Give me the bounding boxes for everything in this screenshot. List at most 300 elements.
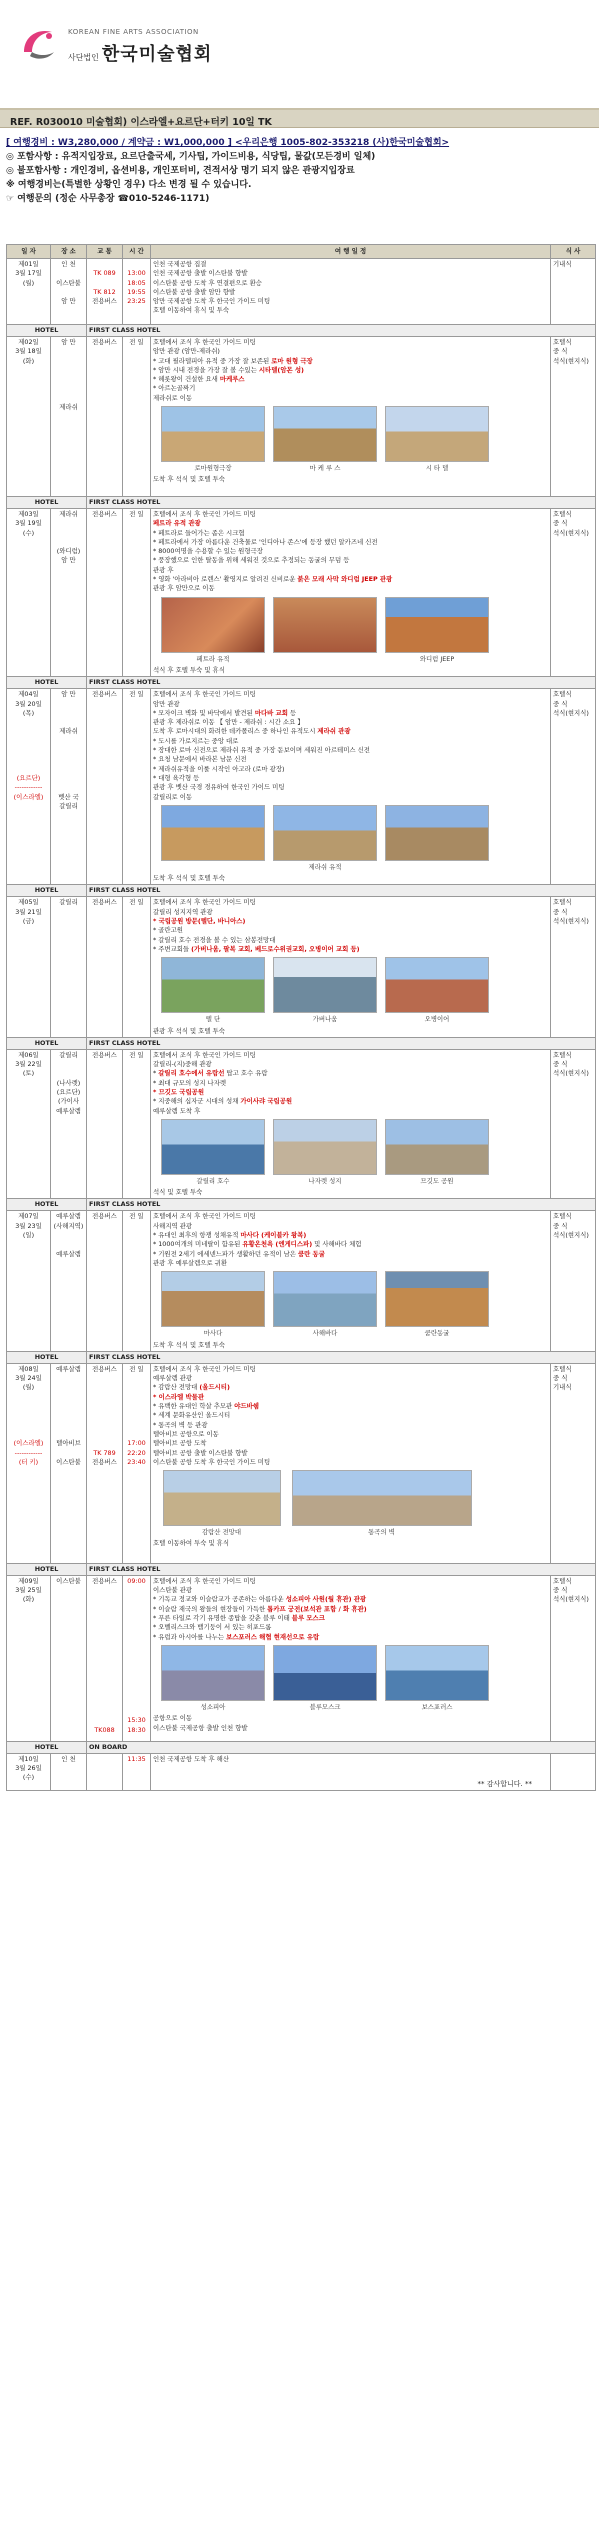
photo-caption: 가버나움 — [312, 1015, 338, 1024]
day-time-line: 13:00 — [127, 269, 146, 278]
day-transport-line — [89, 1688, 120, 1697]
schedule-highlight: 갈릴리 호수에서 유람선 — [158, 1069, 225, 1078]
day-time-line — [125, 1688, 148, 1697]
day-date-line — [9, 746, 48, 755]
hotel-name: FIRST CLASS HOTEL — [87, 885, 596, 897]
schedule-text: 호텔 이동하여 휴식 및 투숙 — [153, 306, 230, 315]
schedule-highlight: 시타델(암몬 성) — [258, 365, 304, 374]
day-time-line — [125, 1642, 148, 1651]
day-date-line: (터 키) — [18, 1457, 39, 1466]
meal-line: 호텔식 — [553, 510, 572, 518]
photo-caption: 갈릴리 호수 — [196, 1176, 230, 1185]
schedule-line — [153, 746, 548, 755]
day-transport-line — [89, 1374, 120, 1383]
day-date — [7, 689, 51, 885]
schedule-text: 호텔에서 조식 후 한국인 가이드 미팅 — [153, 1576, 256, 1585]
photo — [385, 1271, 489, 1338]
hotel-name: ON BOARD — [87, 1741, 596, 1753]
photo-image — [161, 1119, 265, 1175]
schedule-line — [153, 765, 548, 774]
day-date-line: (수) — [22, 528, 35, 537]
day-time-line: 11:35 — [127, 1754, 146, 1763]
day-place-line — [53, 1402, 84, 1411]
schedule-text: 텔아비브 공항으로 이동 — [153, 1429, 219, 1438]
photo-caption: 와디럼 JEEP — [419, 654, 455, 663]
day-time-line: 22:20 — [127, 1448, 146, 1457]
header-place: 장 소 — [51, 245, 87, 259]
meal-line: 중 식 — [553, 699, 568, 708]
photo-caption — [161, 863, 265, 872]
meal-line: 석식(현지식) — [553, 708, 589, 717]
day-date-line: (일) — [22, 1231, 35, 1240]
schedule-text: 갈릴리 성지지역 관광 — [153, 907, 213, 916]
day-time-line — [125, 1670, 148, 1679]
day-date-line: (월) — [22, 1383, 35, 1392]
photo-image — [273, 1119, 377, 1175]
schedule-line: 도착 후 석식 및 호텔 투숙 — [153, 1340, 225, 1349]
photo-caption: 성소피아 — [200, 1702, 226, 1711]
schedule-text: 관광 후 예루살렘으로 귀환 — [153, 1258, 228, 1267]
day-date-line: 3월 18일 — [15, 347, 42, 356]
day-time — [123, 897, 151, 1037]
day-time-line — [125, 1707, 148, 1716]
day-place-line — [53, 366, 84, 375]
day-place-line — [53, 1411, 84, 1420]
day-date-line — [9, 1421, 48, 1430]
schedule-text: 텔아비브 공항 도착 — [153, 1439, 207, 1448]
hotel-label: HOTEL — [7, 1199, 87, 1211]
schedule-text: 이스탄불 공항 도착 후 연결편으로 환승 — [153, 278, 262, 287]
hotel-name: FIRST CLASS HOTEL — [87, 325, 596, 337]
day-place-line: 암 만 — [61, 556, 76, 565]
hotel-row — [7, 1037, 596, 1049]
schedule-text: * 유대인 최후의 항쟁 성채유적 — [153, 1231, 241, 1240]
schedule-text: 인천 국제공항 도착 후 해산 — [153, 1754, 230, 1763]
day-transport-line — [89, 1642, 120, 1651]
day-date-line: 3월 24일 — [15, 1374, 42, 1383]
itinerary-table — [6, 244, 596, 1791]
schedule-text: * 고대 필라델피아 유적 중 가장 잘 보존된 — [153, 356, 272, 365]
day-date — [7, 1753, 51, 1791]
photo-caption: 제라쉬 유적 — [308, 862, 342, 871]
day-transport-line — [89, 1679, 120, 1688]
meal-line: 중 식 — [553, 1060, 568, 1069]
photo — [385, 1119, 489, 1186]
schedule-line — [153, 1069, 548, 1078]
schedule-text: * 지중해의 십자군 시대의 성채 — [153, 1097, 241, 1106]
day-transport-line — [89, 1383, 120, 1392]
photo — [385, 597, 489, 664]
schedule-line — [153, 1605, 548, 1614]
day-place-line: (나사렛) — [56, 1078, 81, 1087]
schedule-line — [153, 1595, 548, 1604]
day-place-line: (와디럼) — [56, 547, 81, 556]
day-place-line: 제라쉬 — [59, 510, 78, 518]
schedule-text: * 장대한 로마 신전으로 제라쉬 유적 중 가장 돋보이며 세워진 아르테미스 신전 — [153, 746, 370, 755]
schedule-text: 이스탄불 관광 — [153, 1586, 193, 1595]
day-transport-line: 전용버스 — [92, 690, 117, 699]
photo-image — [385, 1645, 489, 1701]
photo-caption: 나자렛 성지 — [308, 1176, 342, 1185]
hotel-row — [7, 497, 596, 509]
schedule-text: 호텔에서 조식 후 한국인 가이드 미팅 — [153, 1364, 256, 1373]
schedule-line — [153, 1449, 548, 1458]
header-meal: 식 사 — [551, 245, 596, 259]
photo — [385, 1645, 489, 1712]
day-row — [7, 509, 596, 677]
schedule-text: * 8000여명을 수용할 수 있는 원형극장 — [153, 547, 263, 556]
reference-title: REF. R030010 미술협회) 이스라엘+요르단+터키 10일 TK — [10, 117, 272, 128]
day-transport-line — [89, 1614, 120, 1623]
day-date — [7, 1049, 51, 1199]
day-date-line: (월) — [22, 278, 35, 287]
day-place-line: 텔아비브 — [56, 1439, 81, 1448]
hotel-label: HOTEL — [7, 1351, 87, 1363]
schedule-line — [153, 1259, 548, 1268]
day-time-line — [125, 1430, 148, 1439]
day-date-line — [9, 737, 48, 746]
schedule-text: * 요청 남문에서 바라본 남문 신전 — [153, 755, 247, 764]
day-date-line: 제06일 — [18, 1050, 39, 1059]
closing-thanks: ** 감사합니다. ** — [477, 1780, 532, 1789]
day-date-line: 3월 19일 — [15, 519, 42, 528]
day-transport — [87, 1575, 123, 1741]
day-meals — [551, 1575, 596, 1741]
schedule-line — [153, 375, 548, 384]
schedule-highlight: 보스포러스 해협 현재선으로 유람 — [226, 1632, 320, 1641]
day-transport-line: 전용버스 — [92, 1364, 117, 1373]
day-transport — [87, 897, 123, 1037]
schedule-text: * — [153, 1069, 159, 1078]
day-time — [123, 1575, 151, 1741]
day-row — [7, 689, 596, 885]
day-transport-line: TK 812 — [93, 287, 116, 296]
photo-caption: 쿰란동굴 — [424, 1329, 450, 1338]
schedule-text: * 오벨리스크와 뱀기둥이 서 있는 히포드롬 — [153, 1623, 272, 1632]
schedule-line — [153, 1240, 548, 1249]
meal-line: 호텔식 — [553, 1364, 572, 1373]
schedule-highlight: 톱카프 궁전(보석관 포함 / 화 휴관) — [267, 1604, 367, 1613]
day-place-line: 암 만 — [61, 338, 76, 346]
schedule-line: 이스탄불 국제공항 출발 인천 향발 — [153, 1723, 248, 1732]
association-type: 사단법인 — [68, 53, 99, 62]
day-time-line: 전 일 — [129, 1212, 144, 1221]
photo — [161, 597, 265, 664]
day-place-line — [53, 1383, 84, 1392]
photo-image — [273, 957, 377, 1013]
schedule-highlight: * 이스라엘 박물관 — [153, 1392, 205, 1401]
schedule-line — [153, 1614, 548, 1623]
excluded-items: ◎ 불포함사항 : 개인경비, 옵션비용, 개인포터비, 견적서상 명기 되지 않은 관광지입장료 — [6, 166, 355, 176]
day-transport-line: TK 089 — [93, 269, 116, 278]
schedule-text: * 유럽과 아시아를 나누는 — [153, 1632, 227, 1641]
photo-caption: 사해바다 — [312, 1329, 338, 1338]
day-time-line — [125, 260, 148, 269]
day-schedule — [151, 259, 551, 325]
schedule-text: * 감람산 전망대 — [153, 1383, 200, 1392]
day-time-line — [125, 1393, 148, 1402]
hotel-label: HOTEL — [7, 325, 87, 337]
photo-strip — [157, 1645, 493, 1712]
photo-image — [163, 1470, 281, 1526]
schedule-line — [153, 260, 548, 269]
hotel-row — [7, 1199, 596, 1211]
schedule-line — [153, 1430, 548, 1439]
photo — [273, 1271, 377, 1338]
schedule-line — [153, 1107, 548, 1116]
hotel-label: HOTEL — [7, 497, 87, 509]
day-row — [7, 1049, 596, 1199]
header-time: 시 간 — [123, 245, 151, 259]
meal-line: 호텔식 — [553, 1050, 572, 1059]
photo-image — [273, 1271, 377, 1327]
day-date-line: 제03일 — [18, 510, 39, 518]
day-transport-line: 전용버스 — [92, 510, 117, 518]
schedule-line — [153, 1458, 548, 1467]
day-place-line: 인 천 — [61, 260, 76, 268]
meal-line: 중 식 — [553, 1221, 568, 1230]
day-place-line — [53, 347, 84, 356]
day-schedule — [151, 337, 551, 497]
photo-strip — [157, 406, 493, 473]
contact-info: ☞ 여행문의 (정순 사무총장 ☎010-5246-1171) — [6, 194, 210, 204]
hotel-name: FIRST CLASS HOTEL — [87, 1037, 596, 1049]
schedule-text: 암만 관광 (암만-제라쉬) — [153, 347, 220, 356]
day-time — [123, 337, 151, 497]
photo — [273, 1119, 377, 1186]
photo — [385, 805, 489, 872]
day-meals — [551, 1363, 596, 1563]
schedule-line — [153, 566, 548, 575]
day-place-line: 벳산 국 — [58, 792, 79, 801]
day-date-line — [9, 1411, 48, 1420]
day-place-line: 갈릴리 — [59, 1050, 78, 1059]
hotel-row — [7, 1741, 596, 1753]
day-time — [123, 1211, 151, 1351]
photo-strip — [157, 805, 493, 872]
day-row — [7, 1211, 596, 1351]
day-date-line — [9, 718, 48, 727]
schedule-text: 이스탄불 공항 도착 후 한국인 가이드 미팅 — [153, 1457, 271, 1466]
schedule-line — [153, 538, 548, 547]
day-place — [51, 897, 87, 1037]
day-transport-line — [89, 1755, 120, 1764]
day-place-line — [53, 375, 84, 384]
photo — [273, 805, 377, 872]
association-logo — [10, 14, 310, 74]
hotel-label: HOTEL — [7, 1563, 87, 1575]
photo — [273, 1645, 377, 1712]
meal-line: 석식(현지식) — [553, 528, 589, 537]
meal-line: 호텔식 — [553, 338, 572, 346]
day-place — [51, 509, 87, 677]
schedule-line — [153, 1411, 548, 1420]
schedule-text: * 아르논골짜기 — [153, 384, 196, 393]
day-transport — [87, 1049, 123, 1199]
meal-line: 석식(현지식) — [553, 917, 589, 926]
schedule-line — [153, 1439, 548, 1448]
day-transport-line — [89, 1623, 120, 1632]
day-row — [7, 337, 596, 497]
schedule-line — [153, 1060, 548, 1069]
day-place-line — [53, 783, 84, 792]
day-date-line: 3월 23일 — [15, 1221, 42, 1230]
photo-image — [161, 597, 265, 653]
price-notice: ※ 여행경비는(특별한 상황인 경우) 다소 변경 될 수 있습니다. — [6, 180, 252, 190]
schedule-line — [153, 936, 548, 945]
day-time-line — [125, 1374, 148, 1383]
meal-line: 호텔식 — [553, 690, 572, 699]
day-row — [7, 1753, 596, 1791]
day-date-line: (화) — [22, 356, 35, 365]
trip-price: [ 여행경비 : W3,280,000 / 계약금 : W1,000,000 ] <우리은행 1005-802-353218 (사)한국미술협회> — [6, 138, 450, 148]
day-place-line: (사해지역) — [53, 1221, 84, 1230]
reference-bar — [0, 108, 599, 128]
day-time-line: 19:55 — [127, 287, 146, 296]
day-time-line: 전 일 — [129, 898, 144, 907]
day-place-line: 제라쉬 — [59, 727, 78, 736]
day-time — [123, 1049, 151, 1199]
hotel-name: FIRST CLASS HOTEL — [87, 1199, 596, 1211]
day-transport-line: TK 789 — [93, 1448, 116, 1457]
day-time-line — [125, 1651, 148, 1660]
photo-caption: 마사다 — [203, 1329, 223, 1338]
day-time-line — [125, 1595, 148, 1604]
day-date-line: ------------ — [14, 1448, 43, 1457]
hotel-name: FIRST CLASS HOTEL — [87, 677, 596, 689]
association-name-kr — [68, 40, 212, 66]
schedule-text: 호텔에서 조식 후 한국인 가이드 미팅 — [153, 1050, 256, 1059]
photo — [385, 406, 489, 473]
day-place-line — [53, 709, 84, 718]
schedule-line — [153, 793, 548, 802]
schedule-line: 도착 후 석식 및 호텔 투숙 — [153, 874, 225, 883]
photo-caption: 페트라 유적 — [196, 654, 230, 663]
schedule-text: 호텔에서 조식 후 한국인 가이드 미팅 — [153, 510, 256, 518]
day-time — [123, 259, 151, 325]
day-transport-line — [89, 1651, 120, 1660]
schedule-text: 및 사해바다 체험 — [312, 1240, 362, 1249]
schedule-line — [153, 1365, 548, 1374]
photo-image — [292, 1470, 472, 1526]
schedule-line: 관광 후 석식 및 호텔 투숙 — [153, 1026, 225, 1035]
schedule-line — [153, 898, 548, 907]
photo-image — [161, 406, 265, 462]
photo-image — [161, 957, 265, 1013]
schedule-line — [153, 347, 548, 356]
hotel-label: HOTEL — [7, 1037, 87, 1049]
schedule-text: 이스탄불 공항 출발 암만 향발 — [153, 287, 236, 296]
day-time-line — [125, 1698, 148, 1707]
day-place-line: 제라쉬 — [59, 403, 78, 412]
schedule-line — [153, 575, 548, 584]
photo-caption: 보스포러스 — [421, 1702, 453, 1711]
day-row — [7, 897, 596, 1037]
photo — [273, 406, 377, 473]
meal-line: 기내식 — [553, 1383, 572, 1392]
day-time-line: 전 일 — [129, 510, 144, 518]
schedule-line — [153, 510, 548, 519]
schedule-line — [153, 357, 548, 366]
day-time-line — [125, 1421, 148, 1430]
day-place-line — [53, 384, 84, 393]
day-date-line: 3월 26일 — [15, 1764, 42, 1773]
day-place-line — [53, 538, 84, 547]
day-transport-line — [89, 260, 120, 269]
photo-caption: 텔 단 — [205, 1015, 221, 1024]
day-place-line — [53, 700, 84, 709]
schedule-text: * 이슬람 재국의 왕들의 현장들이 가득한 — [153, 1604, 268, 1613]
schedule-text: 예루살렘 도착 후 — [153, 1106, 201, 1115]
day-date-line: 제08일 — [18, 1364, 39, 1373]
day-date — [7, 1363, 51, 1563]
schedule-line — [153, 1393, 548, 1402]
day-transport — [87, 337, 123, 497]
day-transport-line: 전용버스 — [92, 1457, 117, 1466]
photo-image — [273, 805, 377, 861]
schedule-text: 사해지역 관광 — [153, 1221, 193, 1230]
day-time-line: 23:40 — [127, 1457, 146, 1466]
schedule-line — [153, 917, 548, 926]
day-date-line: ------------ — [14, 783, 43, 792]
day-place — [51, 1211, 87, 1351]
schedule-text: 탑고 호수 유람 — [224, 1069, 268, 1078]
day-place-line: (가이사 — [57, 1097, 79, 1106]
day-date-line: (이스라엘) — [13, 792, 44, 801]
day-place-line: 갈릴리 — [59, 801, 78, 810]
meal-line: 중 식 — [553, 347, 568, 356]
day-time — [123, 689, 151, 885]
schedule-text: * 최대 규모의 성지 나자렛 — [153, 1078, 227, 1087]
header-date: 일 자 — [7, 245, 51, 259]
photo — [273, 597, 377, 664]
schedule-text: * 제라쉬유적을 이룰 시작인 아고라 (로마 광장) — [153, 764, 285, 773]
day-place-line — [53, 737, 84, 746]
day-transport-line — [89, 1393, 120, 1402]
day-transport-line: 전용버스 — [92, 338, 117, 346]
day-date-line: 3월 20일 — [15, 699, 42, 708]
day-date-line: 3월 22일 — [15, 1060, 42, 1069]
meal-line: 중 식 — [553, 907, 568, 916]
schedule-text: 호텔에서 조식 후 한국인 가이드 미팅 — [153, 1212, 256, 1221]
schedule-text: 호텔에서 조식 후 한국인 가이드 미팅 — [153, 898, 256, 907]
schedule-line: 호텔 이동하여 투숙 및 휴식 — [153, 1539, 230, 1548]
day-time-line: 09:00 — [127, 1576, 146, 1585]
day-transport-line — [89, 1430, 120, 1439]
schedule-highlight: 블루 모스크 — [291, 1614, 325, 1623]
day-time-line — [125, 1661, 148, 1670]
schedule-highlight: * 므깃도 국립공원 — [153, 1087, 205, 1096]
schedule-highlight: 마사다 (케이블카 왕복) — [240, 1231, 307, 1240]
day-place-line — [53, 269, 84, 278]
schedule-highlight: 붉은 모래 사막 와디럼 JEEP 관광 — [297, 575, 393, 584]
schedule-line — [153, 556, 548, 565]
schedule-text: 관광 후 제라쉬로 이동 【 암만 - 제라쉬 : 시간 소요 】 — [153, 718, 304, 727]
photo-caption — [385, 863, 489, 872]
day-transport-line — [89, 1707, 120, 1716]
day-place-line: 갈릴리 — [59, 898, 78, 907]
day-date-line: 3월 17일 — [15, 269, 42, 278]
schedule-text: * 페트라에서 가장 아름다운 건축물로 '인디아나 존스'에 등장 했던 알카즈네 신전 — [153, 537, 378, 546]
photo — [161, 805, 265, 872]
photo-strip — [157, 597, 493, 664]
day-meals — [551, 689, 596, 885]
photo — [163, 1470, 281, 1537]
schedule-line — [153, 1088, 548, 1097]
day-date — [7, 1575, 51, 1741]
meal-line: 호텔식 — [553, 898, 572, 907]
day-transport-line: 전용버스 — [92, 898, 117, 907]
